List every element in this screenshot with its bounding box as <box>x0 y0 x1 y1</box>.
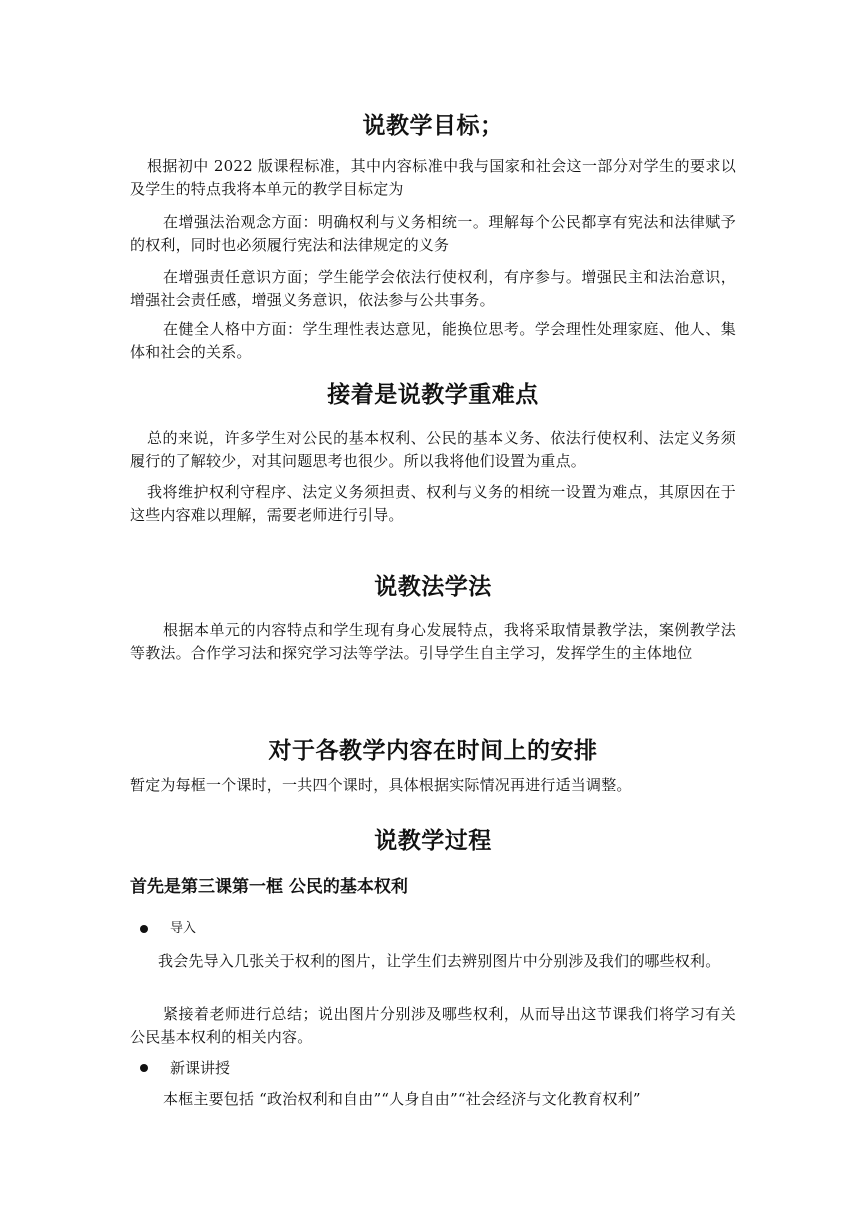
intro-paragraph-1: 我会先导入几张关于权利的图片，让学生们去辨别图片中分别涉及我们的哪些权利。 <box>158 952 721 970</box>
new-lesson-paragraph: 本框主要包括 “政治权利和自由”“人身自由”“社会经济与文化教育权利” <box>163 1090 641 1108</box>
goals-item-1: 在增强法治观念方面：明确权利与义务相统一。理解每个公民都享有宪法和法律赋予的权利，同时也必须履行宪法和法律规定的义务 <box>130 213 736 254</box>
schedule-heading: 对于各教学内容在时间上的安排 <box>268 738 598 764</box>
bullet-new-lesson-label: 新课讲授 <box>170 1059 231 1077</box>
methods-heading: 说教法学法 <box>374 574 492 600</box>
bullet-dot-icon <box>140 1064 148 1072</box>
goals-item-3: 在健全人格中方面：学生理性表达意见，能换位思考。学会理性处理家庭、他人、集体和社会的关系。 <box>130 320 736 361</box>
bullet-dot-icon <box>140 925 148 933</box>
bullet-intro <box>140 919 196 939</box>
goals-intro-paragraph: 根据初中 2022 版课程标准，其中内容标准中我与国家和社会这一部分对学生的要求以及学生的特点我将本单元的教学目标定为 <box>130 157 736 198</box>
goals-item-2: 在增强责任意识方面；学生能学会依法行使权利，有序参与。增强民主和法治意识，增强社会责任感，增强义务意识，依法参与公共事务。 <box>130 268 736 309</box>
process-subheading: 首先是第三课第一框 公民的基本权利 <box>130 877 408 897</box>
key-points-heading: 接着是说教学重难点 <box>327 382 539 408</box>
key-points-paragraph-1: 总的来说，许多学生对公民的基本权利、公民的基本义务、依法行使权利、法定义务须履行的了解较少，对其问题思考也很少。所以我将他们设置为重点。 <box>130 429 736 470</box>
key-points-paragraph-2: 我将维护权利守程序、法定义务须担责、权利与义务的相统一设置为难点，其原因在于这些内容难以理解，需要老师进行引导。 <box>130 483 736 524</box>
bullet-new-lesson <box>140 1058 230 1078</box>
intro-paragraph-2: 紧接着老师进行总结；说出图片分别涉及哪些权利，从而导出这节课我们将学习有关公民基本权利的相关内容。 <box>130 1005 736 1046</box>
process-heading: 说教学过程 <box>374 828 492 854</box>
goals-heading: 说教学目标； <box>362 113 504 139</box>
schedule-paragraph: 暂定为每框一个课时，一共四个课时，具体根据实际情况再进行适当调整。 <box>130 776 632 794</box>
methods-paragraph: 根据本单元的内容特点和学生现有身心发展特点，我将采取情景教学法，案例教学法等教法。合作学习法和探究学习法等学法。引导学生自主学习，发挥学生的主体地位 <box>130 621 736 662</box>
bullet-intro-label: 导入 <box>170 921 197 936</box>
